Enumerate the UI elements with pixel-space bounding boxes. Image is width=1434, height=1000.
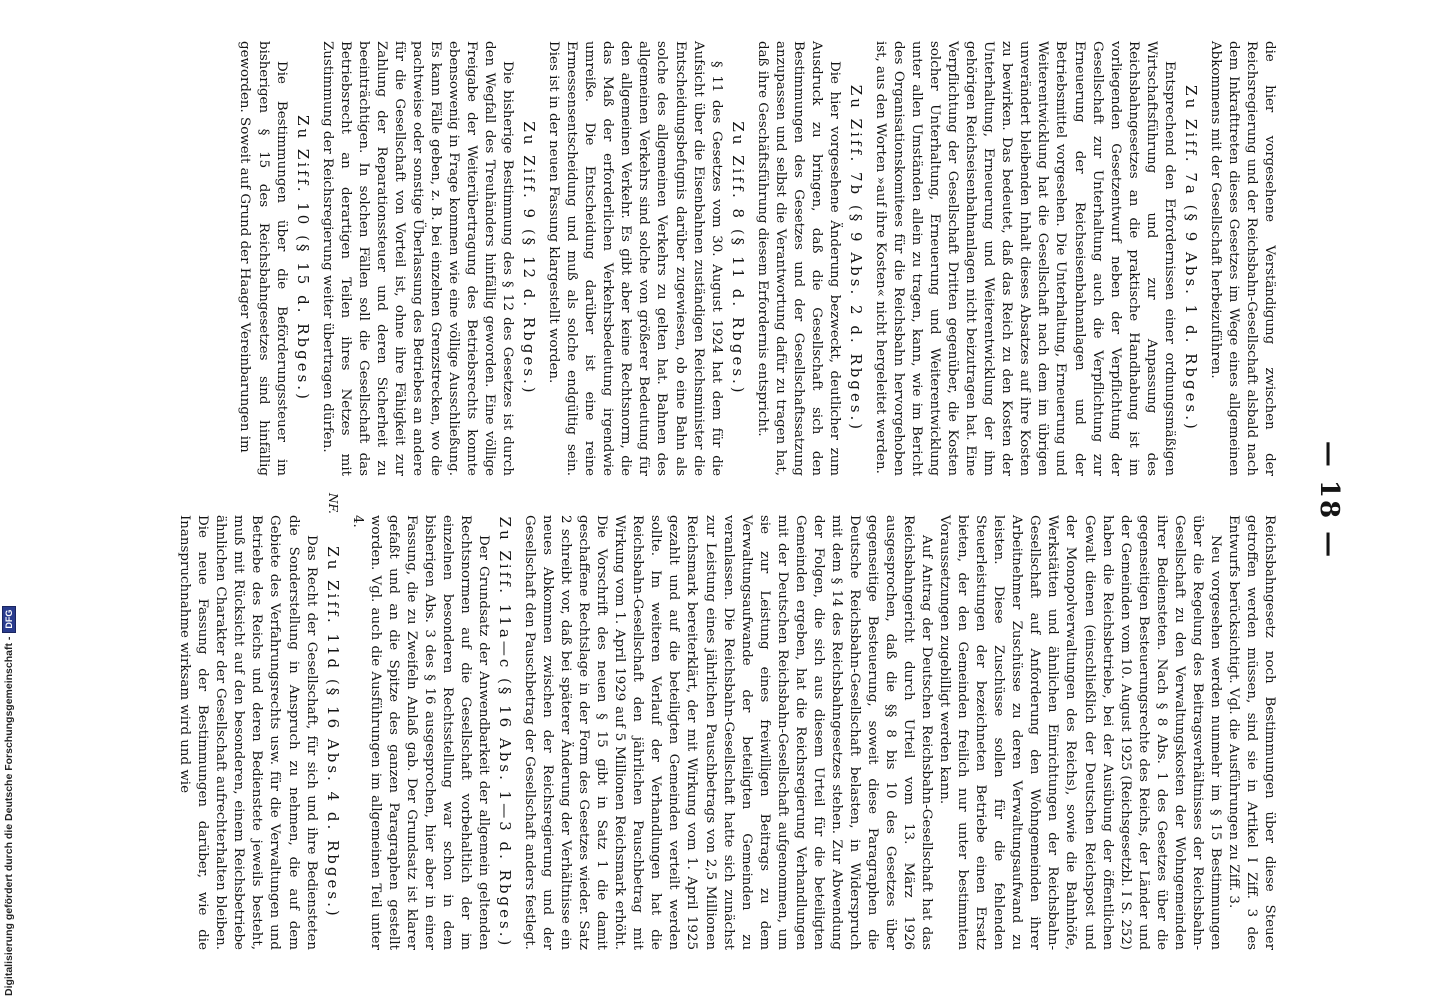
- digitization-credit: [2, 606, 16, 996]
- paragraph: Der Grundsatz der Anwendbarkeit der allgemein geltenden Rechtsnormen auf die Gesellschaft vorbehaltlich der im einzelnen besonderen Rechtsstellung war schon in dem bisherigen Abs. 3 des § 16 ausgesprochen, hier aber in einer Fassung, die zu Zweifeln Anlaß gab. Der Grundsatz ist klarer gefaßt und an die Spitze des ganzen Paragraphen gestellt worden. Vgl. auch die Ausführungen im allgemeinen Teil unter 4.: [349, 515, 491, 950]
- scanned-page: [52, 5, 1382, 995]
- page-number: — 18 —: [1314, 440, 1344, 560]
- paragraph: § 11 des Gesetzes vom 30. August 1924 hat dem für die Aufsicht über die Eisenbahnen zuständigen Reichsminister die Entscheidungsbefugnis darüber zugewiesen, ob eine Bahn als solche des allgemeinen Verkehrs zu gelten hat. Bahnen des allgemeinen Verkehrs sind solche von größerer Bedeutung für den allgemeinen Verkehr. Es gibt aber keine Rechtsnorm, die das Maß der erforderlichen Verkehrsbedeutung irgendwie umreiße. Die Entscheidung darüber ist eine reine Ermessensentscheidung und muß als solche endgültig sein. Dies ist in der neuen Fassung klargestellt worden.: [546, 41, 724, 476]
- section-heading: Zu Ziff. 7a (§ 9 Abs. 1 d. Rbges.): [1181, 85, 1200, 432]
- section-heading: Zu Ziff. 11a—c (§ 16 Abs. 1—3 d. Rbges.): [496, 516, 515, 949]
- section-heading-text: Zu Ziff. 11d (§ 16 Abs. 4 d. Rbges.): [323, 546, 342, 919]
- paragraph: Auf Antrag der Deutschen Reichsbahn-Gesellschaft hat das Reichsbahngericht durch Urteil vom 13. März 1926 ausgesprochen, daß die §§ 8 bis 10 des Gesetzes über gegenseitige Besteuerung, soweit diese Paragraphen die Deutsche Reichsbahn-Gesellschaft belasten, in Widerspruch mit dem § 14 des Reichsbahngesetzes stehen. Zur Abwendung der Folgen, die sich aus diesem Urteil für die beteiligten Gemeinden ergeben, hat die Reichsregierung Verhandlungen mit der Deutschen Reichsbahn-Gesellschaft aufgenommen, um sie zur Leistung eines freiwilligen Beitrags zu dem Verwaltungsaufwande der beteiligten Gemeinden zu veranlassen. Die Reichsbahn-Gesellschaft hatte sich zunächst zur Leistung eines jährlichen Pauschbetrags von 2,5 Millionen Reichsmark bereiterklärt, der mit Wirkung vom 1. April 1925 gezahlt und auf die beteiligten Gemeinden verteilt werden sollte. Im weiteren Verlauf der Verhandlungen hat die Reichsbahn-Gesellschaft den jährlichen Pauschbetrag mit Wirkung vom 1. April 1929 auf 5 Millionen Reichsmark erhöht. Die Vorschrift des neuen § 15 gibt in Satz 1 die damit geschaffene Rechtslage in der Form des Gesetzes wieder. Satz 2 schreibt vor, daß bei späterer Änderung der Verhältnisse ein neues Abkommen zwischen der Reichsregierung und der Gesellschaft den Pauschbetrag der Gesellschaft anders festlegt.: [522, 515, 935, 950]
- section-heading: [323, 493, 342, 950]
- paragraph: die hier vorgesehene Verständigung zwischen der Reichsregierung und der Reichsbahn-Gesellschaft alsbald nach dem Inkrafttreten dieses Gesetzes im Wege eines allgemeinen Abkommens mit der Gesellschaft herbeizuführen.: [1207, 41, 1277, 476]
- dfg-logo: DFG: [2, 606, 16, 633]
- paragraph: Entsprechend den Erfordernissen einer ordnungsmäßigen Wirtschaftsführung und zur Anpassung des Reichsbahngesetzes an die praktische Handhabung ist im vorliegenden Gesetzentwurf neben der Verpflichtung der Gesellschaft zur Unterhaltung auch die Verpflichtung zur Erneuerung der Reichseisenbahnanlagen und der Betriebsmittel vorgesehen. Die Unterhaltung, Erneuerung und Weiterentwicklung hat die Gesellschaft nach dem im übrigen unverändert bleibenden Inhalt dieses Absatzes auf ihre Kosten zu bewirken. Das bedeutet, daß das Reich zu den Kosten der Unterhaltung, Erneuerung und Weiterentwicklung der ihm gehörigen Reichseisenbahnanlagen nicht beizutragen hat. Eine Verpflichtung der Gesellschaft Dritten gegenüber, die Kosten solcher Unterhaltung, Erneuerung und Weiterentwicklung unter allen Umständen allein zu tragen, kann, wie im Bericht des Organisationskomitees für die Reichsbahn hervorgehoben ist, aus den Worten »auf ihre Kosten« nicht hergeleitet werden.: [873, 41, 1177, 476]
- paragraph: Die Bestimmungen über die Beförderungssteuer im bisherigen § 15 des Reichsbahngesetzes sind hinfällig geworden. Soweit auf Grund der Haager Vereinbarungen im: [237, 41, 289, 476]
- paragraph: Die hier vorgesehene Änderung bezweckt, deutlicher zum Ausdruck zu bringen, daß die Gesellschaft sich den Bestimmungen des Gesetzes und der Gesellschaftssatzung anzupassen und selbst die Verantwortung dafür zu tragen hat, daß ihre Geschäftsführung diesem Erfordernis entspricht.: [754, 41, 842, 476]
- right-column: [175, 493, 1278, 950]
- digitization-sidebar: [0, 0, 32, 1000]
- section-heading: Zu Ziff. 10 (§ 15 d. Rbges.): [293, 115, 312, 402]
- section-heading: Zu Ziff. 8 (§ 11 d. Rbges.): [728, 121, 747, 396]
- paragraph: Die bisherige Bestimmung des § 12 des Gesetzes ist durch den Wegfall des Treuhänders hinfällig geworden. Eine völlige Freigabe der Weiterübertragung des Betriebsrechts konnte ebensowenig in Frage kommen wie eine völlige Ausschließung. Es kann Fälle geben, z. B. bei einzelnen Grenzstrecken, wo die pachtweise oder sonstige Überlassung des Betriebes an andere für die Gesellschaft von Vorteil ist, ohne ihre Fähigkeit zur Zahlung der Reparationssteuer und deren Sicherheit zu beeinträchtigen. In solchen Fällen soll die Gesellschaft das Betriebsrecht an derartigen Teilen ihres Netzes mit Zustimmung der Reichsregierung weiter übertragen dürfen.: [319, 41, 516, 476]
- paragraph: Neu vorgesehen werden nunmehr im § 15 Bestimmungen über die Regelung des Beitragsverhältnisses der Reichsbahn-Gesellschaft zu den Verwaltungskosten der Wohngemeinden ihrer Bediensteten. Nach § 8 Abs. 1 des Gesetzes über die gegenseitigen Besteuerungsrechte des Reichs, der Länder und der Gemeinden vom 10. August 1925 (Reichsgesetzbl. I S. 252) haben die Reichsbetriebe, bei der Ausübung der öffentlichen Gewalt dienen (einschließlich der Deutschen Reichspost und der Monopolverwaltungen des Reichs), sowie die Bahnhöfe, Werkstätten und ähnlichen Einrichtungen der Reichsbahn-Gesellschaft auf Anforderung den Wohngemeinden ihrer Arbeitnehmer Zuschüsse zu deren Verwaltungsaufwand zu leisten. Diese Zuschüsse sollen für die fehlenden Steuerleistungen der bezeichneten Betriebe einen Ersatz bieten, der den Gemeinden freilich nur unter bestimmten Voraussetzungen zugebilligt werden kann.: [937, 515, 1223, 950]
- section-heading: Zu Ziff. 7b (§ 9 Abs. 2 d. Rbges.): [846, 84, 865, 433]
- paragraph: Reichsbahngesetz noch Bestimmungen über diese Steuer getroffen werden müssen, sind sie in Artikel I Ziff. 3 des Entwurfs berücksichtigt. Vgl. die Ausführungen zu Ziff. 3.: [1225, 515, 1277, 950]
- section-heading: Zu Ziff. 9 (§ 12 d. Rbges.): [520, 121, 539, 396]
- credit-text: Digitalisierung gefördert durch die Deutsche Forschungsgemeinschaft -: [3, 636, 15, 996]
- left-column: [235, 41, 1278, 476]
- margin-note: NF.: [325, 493, 340, 514]
- paragraph: Das Recht der Gesellschaft, für sich und ihre Bediensteten die Sonderstellung in Anspruch zu nehmen, die auf dem Gebiete des Verfahrungsrechts usw. für die Verwaltungen und Betriebe des Reichs und deren Bedienstete jeweils besteht, muß mit Rücksicht auf den besonderen, einem Reichsbetriebe ähnlichen Charakter der Gesellschaft aufrechterhalten bleiben. Die neue Fassung der Bestimmungen darüber, wie die Inanspruchnahme wirksam wird und wie: [177, 515, 319, 950]
